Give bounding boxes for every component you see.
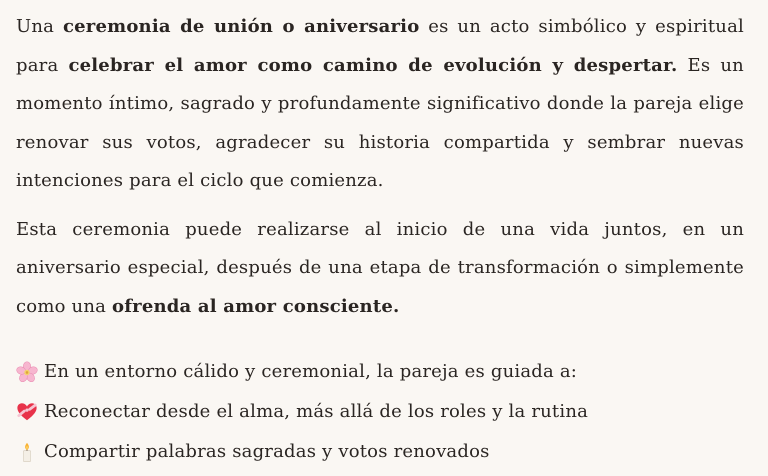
list-item bbox=[16, 352, 744, 392]
list-item-text: Reconectar desde el alma, más allá de los roles y la rutina bbox=[44, 401, 589, 422]
intro-text-2: es un acto simbólico y espiritual para bbox=[16, 16, 744, 76]
list-item-text: En un entorno cálido y ceremonial, la pareja es guiada a: bbox=[44, 361, 578, 382]
heart-with-ribbon-icon bbox=[16, 401, 38, 423]
intro-bold-celebrate: celebrar el amor como camino de evolución y despertar. bbox=[68, 54, 678, 76]
ceremony-description bbox=[16, 8, 744, 472]
intro-text-3: Es un momento íntimo, sagrado y profundamente significativo donde la pareja elige renovar sus votos, agradecer su historia compartida y sembrar nuevas intenciones para el ciclo que comienza. bbox=[16, 54, 744, 191]
cherry-blossom-icon bbox=[16, 361, 38, 383]
occasion-paragraph bbox=[16, 211, 744, 327]
intro-bold-ceremony: ceremonia de unión o aniversario bbox=[62, 16, 420, 37]
list-item bbox=[16, 392, 744, 432]
occasion-bold-offering: ofrenda al amor consciente. bbox=[111, 295, 400, 317]
list-item-text: Compartir palabras sagradas y votos renovados bbox=[44, 441, 490, 462]
candle-icon bbox=[16, 441, 38, 463]
intro-paragraph bbox=[16, 8, 744, 201]
occasion-text-1: Esta ceremonia puede realizarse al inicio de una vida juntos, en un aniversario especial, después de una etapa de transformación o simplemente como una bbox=[16, 218, 744, 317]
ceremony-list bbox=[16, 352, 744, 472]
intro-text-1: Una bbox=[16, 16, 63, 37]
list-item bbox=[16, 432, 744, 472]
